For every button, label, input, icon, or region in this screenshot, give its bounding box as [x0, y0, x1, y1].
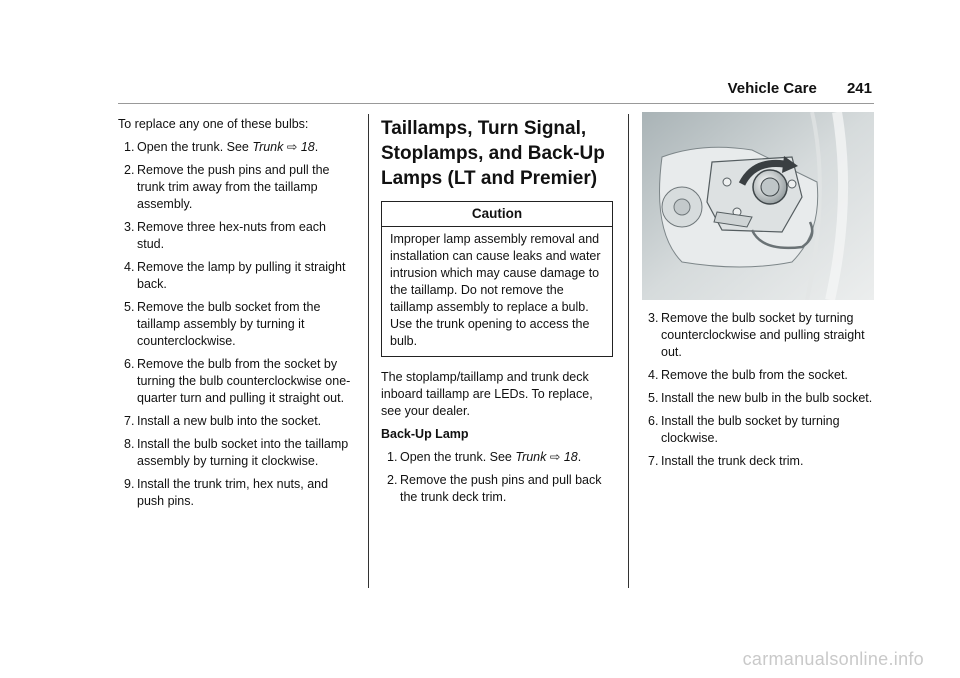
caution-title: Caution	[382, 202, 612, 227]
list-item: 4. Remove the bulb from the socket.	[648, 368, 848, 382]
page-ref-arrow-icon: ⇨	[286, 140, 298, 154]
page-ref[interactable]: 18	[300, 140, 315, 154]
list-item: 7. Install the trunk deck trim.	[648, 454, 804, 468]
list-item: 3. Remove the bulb socket by turning counterclockwise and pulling straight out.	[648, 311, 865, 359]
list-item: 3. Remove three hex-nuts from each stud.	[124, 220, 326, 251]
middle-steps-list	[381, 449, 613, 506]
list-item: 2. Remove the push pins and pull back the trunk deck trim.	[387, 473, 602, 504]
section-heading: Taillamps, Turn Signal, Stoplamps, and Back-Up Lamps (LT and Premier)	[381, 118, 605, 189]
list-item: 1. Open the trunk. See Trunk ⇨ 18.	[124, 140, 319, 154]
intro-text: To replace any one of these bulbs:	[118, 117, 309, 131]
led-note: The stoplamp/taillamp and trunk deck inboard taillamp are LEDs. To replace, see your dealer.	[381, 370, 593, 418]
back-up-lamp-subheading: Back-Up Lamp	[381, 427, 469, 441]
column-divider	[628, 114, 629, 588]
caution-text: Improper lamp assembly removal and installation can cause leaks and water intrusion which may cause damage to the taillamp. Do not remove the taillamp assembly to replace a bulb. Use the trunk opening to access the bulb.	[390, 232, 601, 348]
header-divider	[118, 103, 874, 104]
list-item: 6. Install the bulb socket by turning clockwise.	[648, 414, 840, 445]
left-steps-list	[118, 139, 356, 510]
page-header	[728, 80, 872, 97]
bulb-socket-illustration	[642, 112, 874, 300]
list-item: 5. Remove the bulb socket from the taillamp assembly by turning it counterclockwise.	[124, 300, 321, 348]
page-ref-arrow-icon: ⇨	[549, 450, 561, 464]
list-item: 5. Install the new bulb in the bulb socket.	[648, 391, 873, 405]
list-item: 2. Remove the push pins and pull the trunk trim away from the taillamp assembly.	[124, 163, 330, 211]
caution-box	[381, 201, 613, 357]
page-ref[interactable]: 18	[563, 450, 578, 464]
trunk-link[interactable]: Trunk	[515, 450, 547, 464]
column-divider	[368, 114, 369, 588]
left-column	[118, 116, 356, 516]
list-item: 7. Install a new bulb into the socket.	[124, 414, 322, 428]
section-title: Vehicle Care	[727, 80, 817, 97]
list-item: 6. Remove the bulb from the socket by turning the bulb counterclockwise one-quarter turn and pulling it straight out.	[124, 357, 351, 405]
middle-column	[381, 116, 613, 512]
list-item: 1. Open the trunk. See Trunk ⇨ 18.	[387, 450, 582, 464]
list-item: 4. Remove the lamp by pulling it straight back.	[124, 260, 346, 291]
watermark: carmanualsonline.info	[742, 649, 924, 669]
trunk-link[interactable]: Trunk	[252, 140, 284, 154]
list-item: 8. Install the bulb socket into the taillamp assembly by turning it clockwise.	[124, 437, 349, 468]
right-steps-list	[642, 310, 882, 470]
list-item: 9. Install the trunk trim, hex nuts, and push pins.	[124, 477, 329, 508]
right-column	[642, 310, 882, 476]
page-number: 241	[846, 80, 872, 97]
